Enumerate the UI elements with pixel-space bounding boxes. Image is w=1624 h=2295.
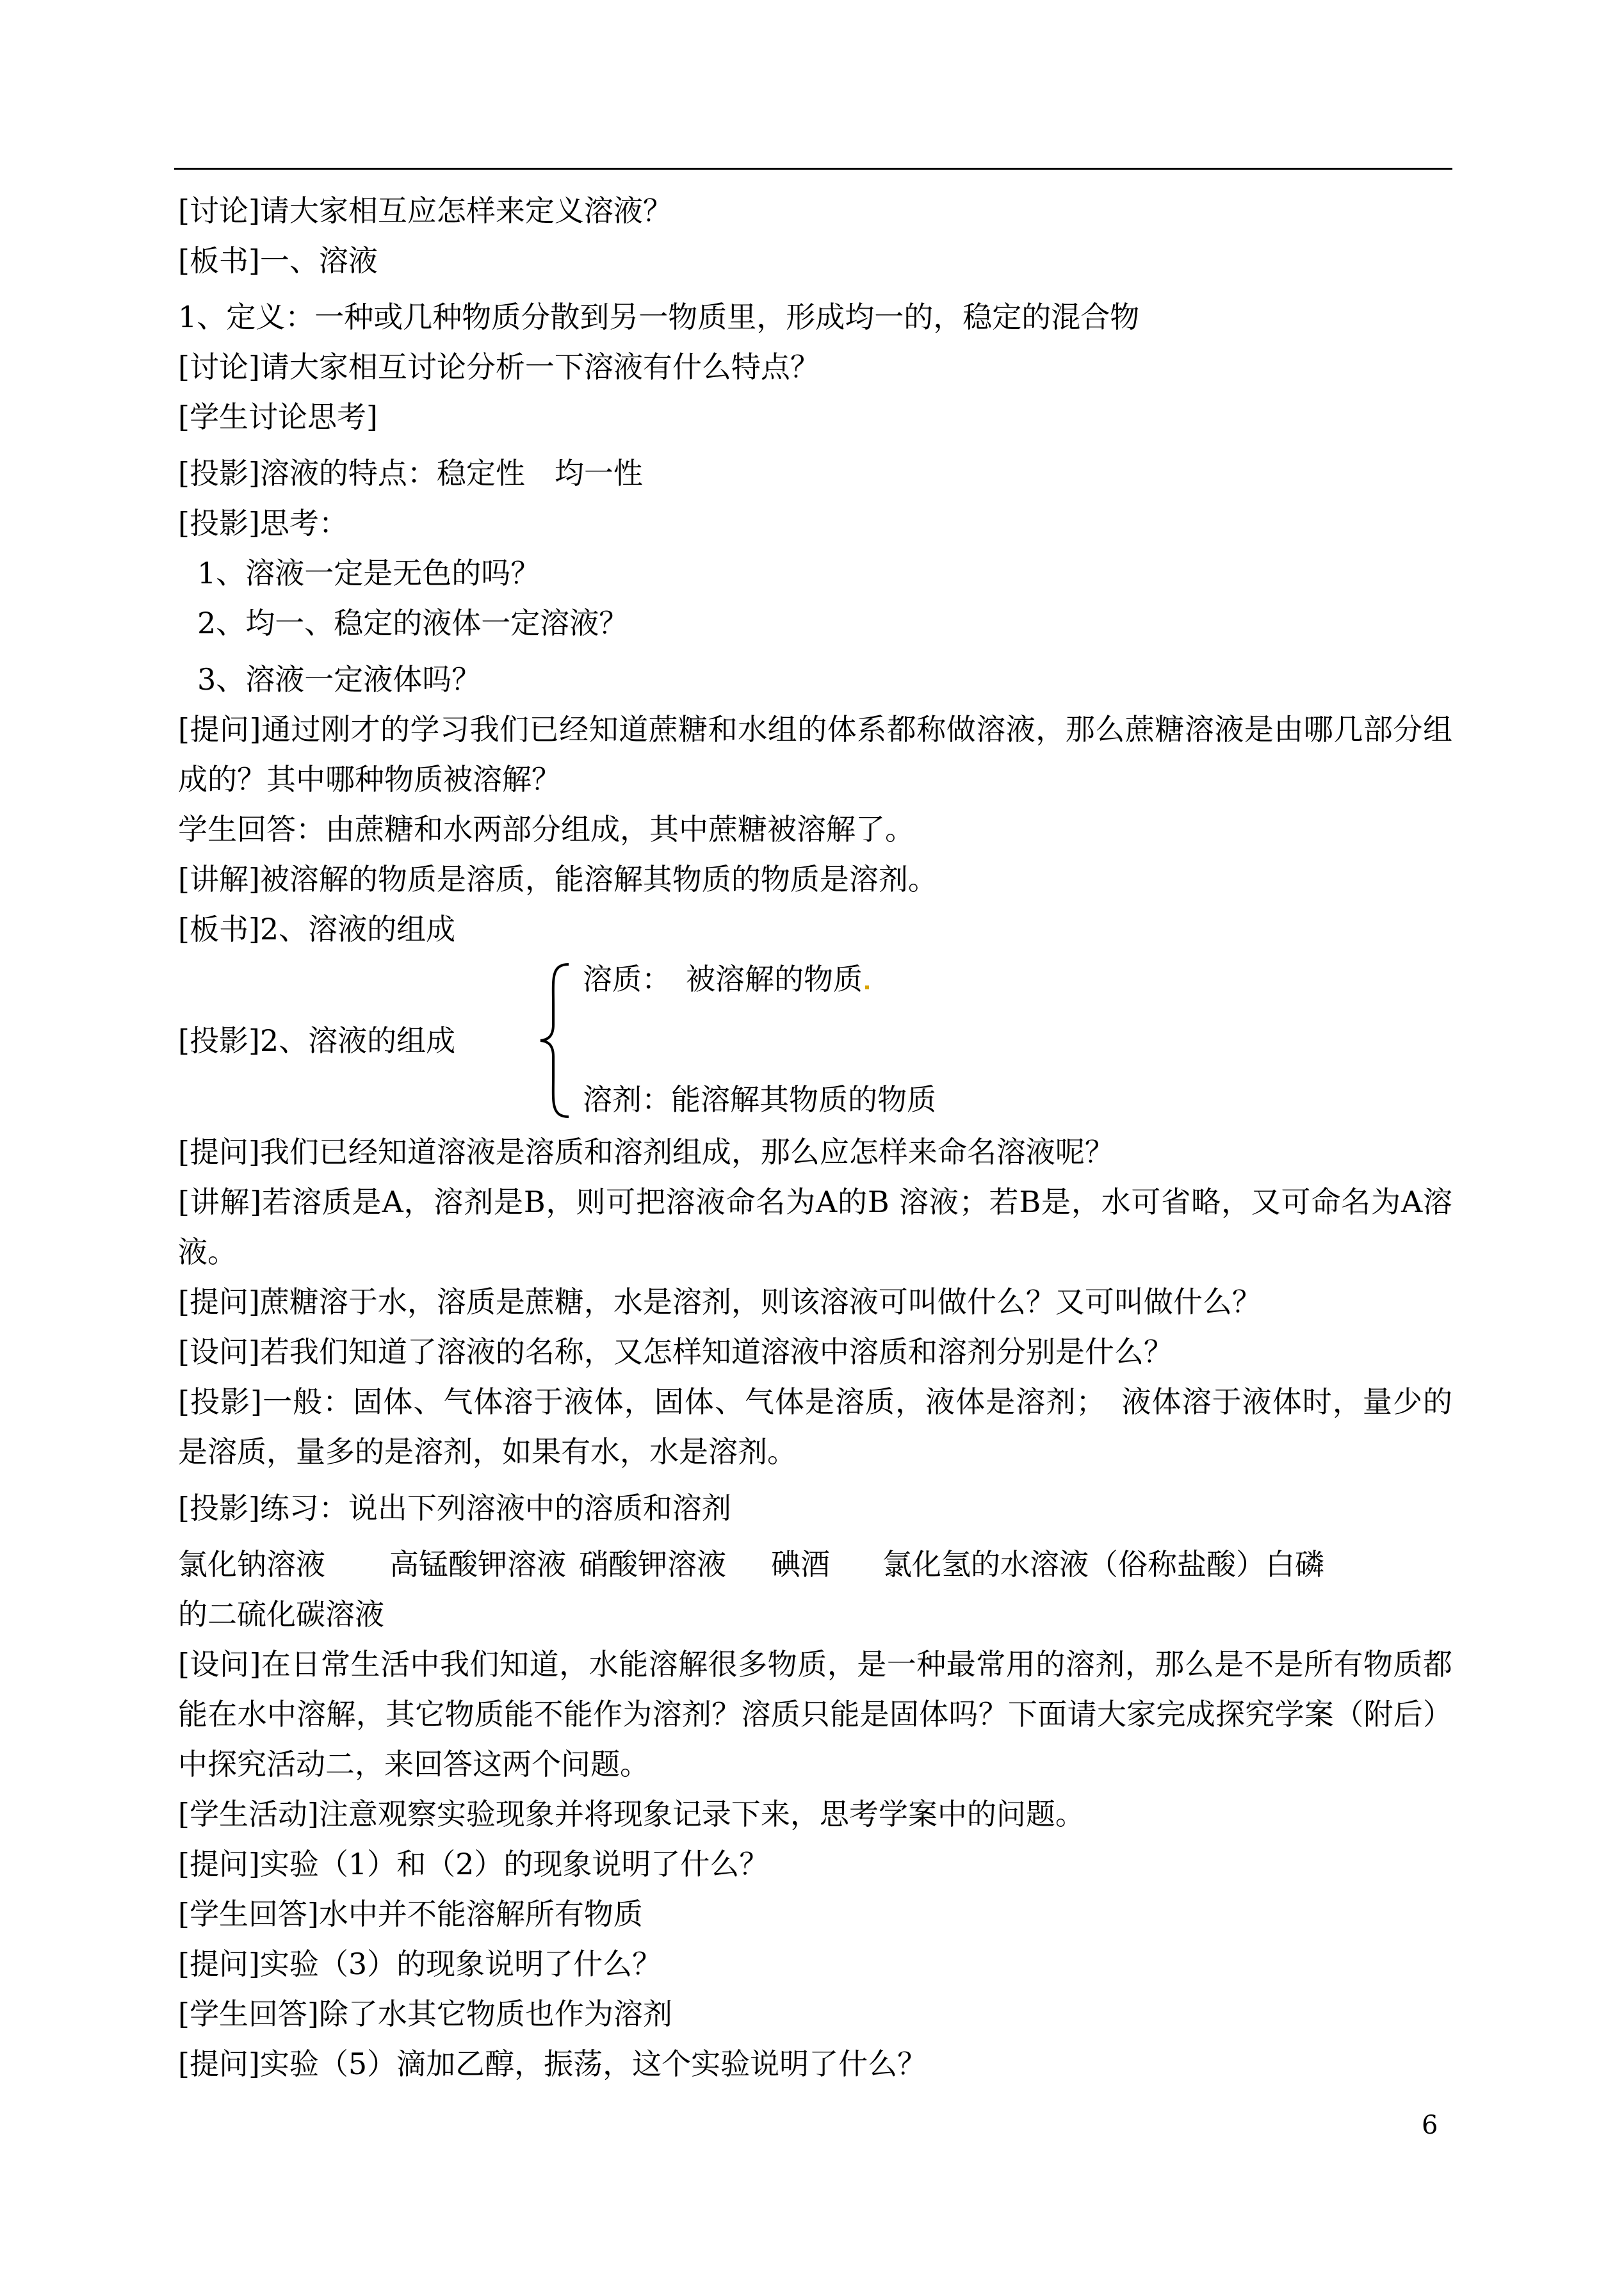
question-line: [提问]我们已经知道溶液是溶质和溶剂组成，那么应怎样来命名溶液呢？ [178, 1135, 1114, 1169]
question-line: [提问]实验（3）的现象说明了什么？ [178, 1947, 662, 1981]
example-item: 高锰酸钾溶液 [389, 1547, 566, 1582]
projection-paragraph: [投影]一般：固体、气体溶于液体，固体、气体是溶质，液体是溶剂； 液体溶于液体时，量少的是溶质，量多的是溶剂，如果有水，水是溶剂。 [178, 1384, 1452, 1469]
page-number: 6 [1422, 2111, 1438, 2140]
example-item: 氯化钠溶液 [178, 1547, 325, 1582]
header-rule [174, 168, 1452, 170]
explanation-paragraph: [讲解]若溶质是A，溶剂是B，则可把溶液命名为A的B 溶液；若B是，水可省略，又可命名为A溶液。 [178, 1185, 1452, 1269]
definition-line: 1、定义：一种或几种物质分散到另一物质里，形成均一的，稳定的混合物 [178, 300, 1140, 334]
board-heading: [板书]2、溶液的组成 [178, 912, 456, 946]
question-paragraph: [提问]通过刚才的学习我们已经知道蔗糖和水组的体系都称做溶液，那么蔗糖溶液是由哪几部分组成的？其中哪种物质被溶解？ [178, 712, 1452, 797]
exercise-line: [投影]练习：说出下列溶液中的溶质和溶剂 [178, 1491, 731, 1525]
example-item: 硝酸钾溶液 [579, 1547, 726, 1582]
projection-line: [投影]思考： [178, 506, 348, 540]
question-line: [提问]实验（1）和（2）的现象说明了什么？ [178, 1847, 769, 1881]
student-answer-line: [学生回答]除了水其它物质也作为溶剂 [178, 1997, 672, 2031]
composition-label: [投影]2、溶液的组成 [178, 1023, 456, 1058]
question-item: 1、溶液一定是无色的吗？ [197, 556, 540, 590]
question-paragraph: [设问]在日常生活中我们知道，水能溶解很多物质，是一种最常用的溶剂，那么是不是所有物质都能在水中溶解，其它物质能不能作为溶剂？溶质只能是固体吗？下面请大家完成探究学案（附后）中探究活动二，来回答这两个问题。 [178, 1647, 1452, 1781]
document-body [178, 186, 1452, 2089]
student-discussion-line: [学生讨论思考] [178, 400, 378, 434]
student-answer-line: [学生回答]水中并不能溶解所有物质 [178, 1897, 643, 1931]
example-item: 氯化氢的水溶液（俗称盐酸）白磷 [882, 1547, 1324, 1582]
projection-line: [投影]溶液的特点：稳定性 均一性 [178, 456, 643, 491]
question-item: 2、均一、稳定的液体一定溶液？ [197, 606, 629, 640]
curly-brace [537, 961, 581, 1121]
solvent-definition: 溶剂：能溶解其物质的物质 [583, 1082, 936, 1117]
student-activity-line: [学生活动]注意观察实验现象并将现象记录下来，思考学案中的问题。 [178, 1797, 1085, 1831]
solute-text: 溶质： 被溶解的物质 [583, 962, 863, 996]
example-item: 的二硫化碳溶液 [178, 1597, 384, 1632]
question-line: [提问]蔗糖溶于水，溶质是蔗糖，水是溶剂，则该溶液可叫做什么？又可叫做什么？ [178, 1285, 1262, 1319]
student-answer-line: 学生回答：由蔗糖和水两部分组成，其中蔗糖被溶解了。 [178, 812, 914, 847]
discussion-line: [讨论]请大家相互讨论分析一下溶液有什么特点？ [178, 350, 820, 384]
highlight-dot [865, 985, 869, 989]
solute-definition [583, 954, 869, 1004]
composition-diagram [178, 954, 1452, 1127]
example-item: 碘酒 [771, 1547, 830, 1582]
board-heading: [板书]一、溶液 [178, 243, 378, 278]
explanation-line: [讲解]被溶解的物质是溶质，能溶解其物质的物质是溶剂。 [178, 862, 938, 896]
example-list [178, 1539, 1452, 1589]
discussion-line: [讨论]请大家相互应怎样来定义溶液？ [178, 193, 672, 228]
question-item: 3、溶液一定液体吗？ [197, 662, 482, 697]
question-line: [提问]实验（5）滴加乙醇，振荡，这个实验说明了什么？ [178, 2047, 927, 2081]
question-line: [设问]若我们知道了溶液的名称，又怎样知道溶液中溶质和溶剂分别是什么？ [178, 1334, 1173, 1369]
